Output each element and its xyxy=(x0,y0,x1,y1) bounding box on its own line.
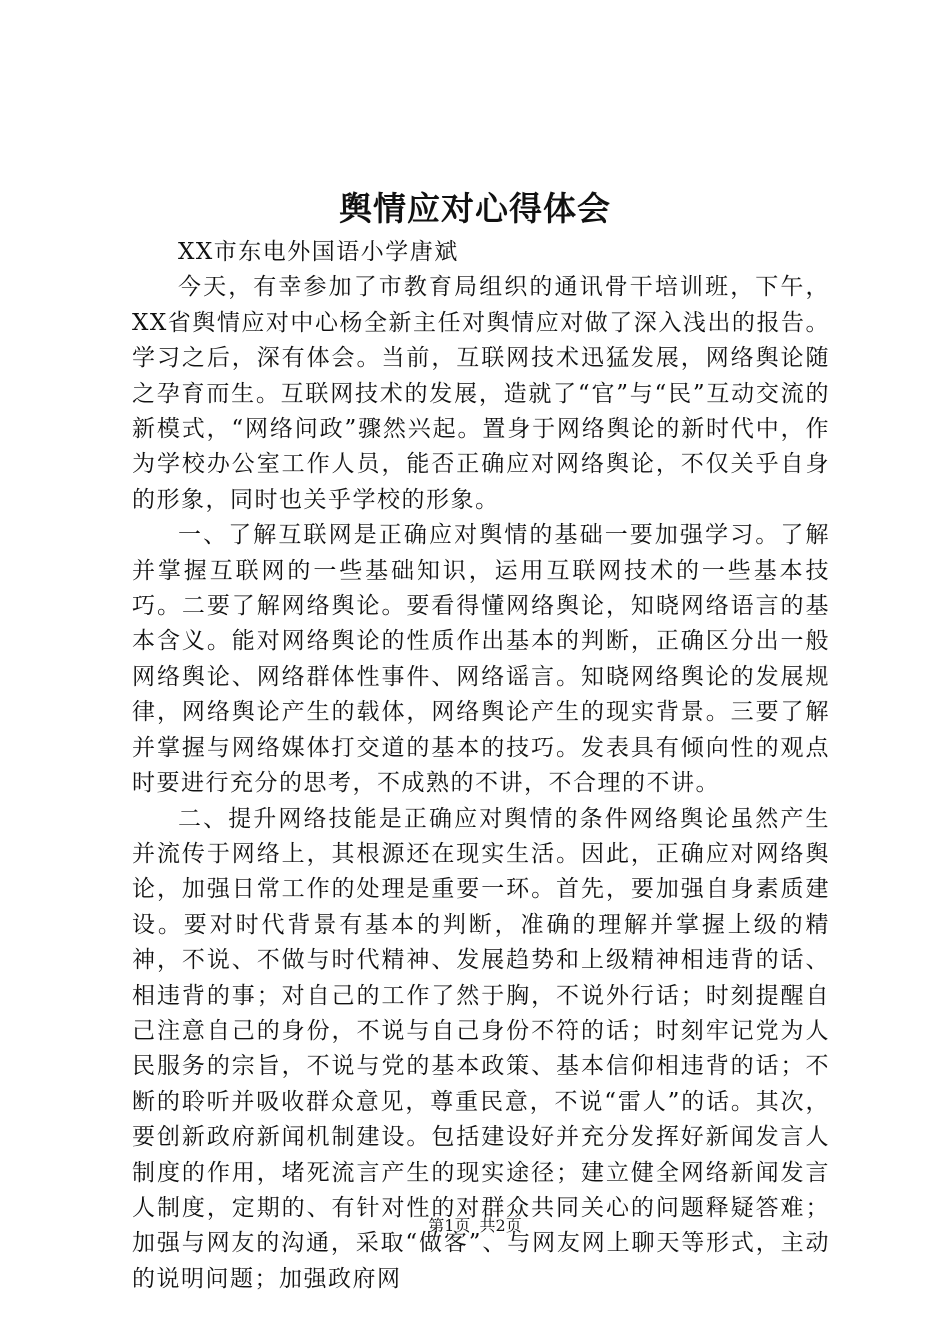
page-footer xyxy=(0,1216,950,1236)
document-title: 舆情应对心得体会 xyxy=(339,189,611,228)
paragraph-section-two: 二、提升网络技能是正确应对舆情的条件网络舆论虽然产生并流传于网络上，其根源还在现实生活。因此，正确应对网络舆论，加强日常工作的处理是重要一环。首先，要加强自身素质建设。要对时代背景有基本的判断，准确的理解并掌握上级的精神，不说、不做与时代精神、发展趋势和上级精神相违背的话、相违背的事；对自己的工作了然于胸，不说外行话；时刻提醒自己注意自己的身份，不说与自己身份不符的话；时刻牢记党为人民服务的宗旨，不说与党的基本政策、基本信仰相违背的话；不断的聆听并吸收群众意见，尊重民意，不说“雷人”的话。其次，要创新政府新闻机制建设。包括建设好并充分发挥好新闻发言人制度的作用，堵死流言产生的现实途径；建立健全网络新闻发言人制度，定期的、有针对性的对群众共同关心的问题释疑答难；加强与网友的沟通，采取“做客”、与网友网上聊天等形式，主动的说明问题；加强政府网 xyxy=(132,805,830,1292)
paragraph-intro: 今天，有幸参加了市教育局组织的通讯骨干培训班，下午，XX省舆情应对中心杨全新主任对舆情应对做了深入浅出的报告。学习之后，深有体会。当前，互联网技术迅猛发展，网络舆论随之孕育而生。互联网技术的发展，造就了“官”与“民”互动交流的新模式，“网络问政”骤然兴起。置身于网络舆论的新时代中，作为学校办公室工作人员，能否正确应对网络舆论，不仅关乎自身的形象，同时也关乎学校的形象。 xyxy=(132,274,830,513)
page-number: 第1页 xyxy=(428,1216,471,1235)
author-line: XX市东电外国语小学唐斌 xyxy=(178,239,459,265)
paragraph-section-one: 一、了解互联网是正确应对舆情的基础一要加强学习。了解并掌握互联网的一些基础知识，运用互联网技术的一些基本技巧。二要了解网络舆论。要看得懂网络舆论，知晓网络语言的基本含义。能对网络舆论的性质作出基本的判断，正确区分出一般网络舆论、网络群体性事件、网络谣言。知晓网络舆论的发展规律，网络舆论产生的载体，网络舆论产生的现实背景。三要了解并掌握与网络媒体打交道的基本的技巧。发表具有倾向性的观点时要进行充分的思考，不成熟的不讲，不合理的不讲。 xyxy=(132,522,830,797)
page-total: 共2页 xyxy=(479,1216,522,1235)
document-body xyxy=(132,235,830,1297)
